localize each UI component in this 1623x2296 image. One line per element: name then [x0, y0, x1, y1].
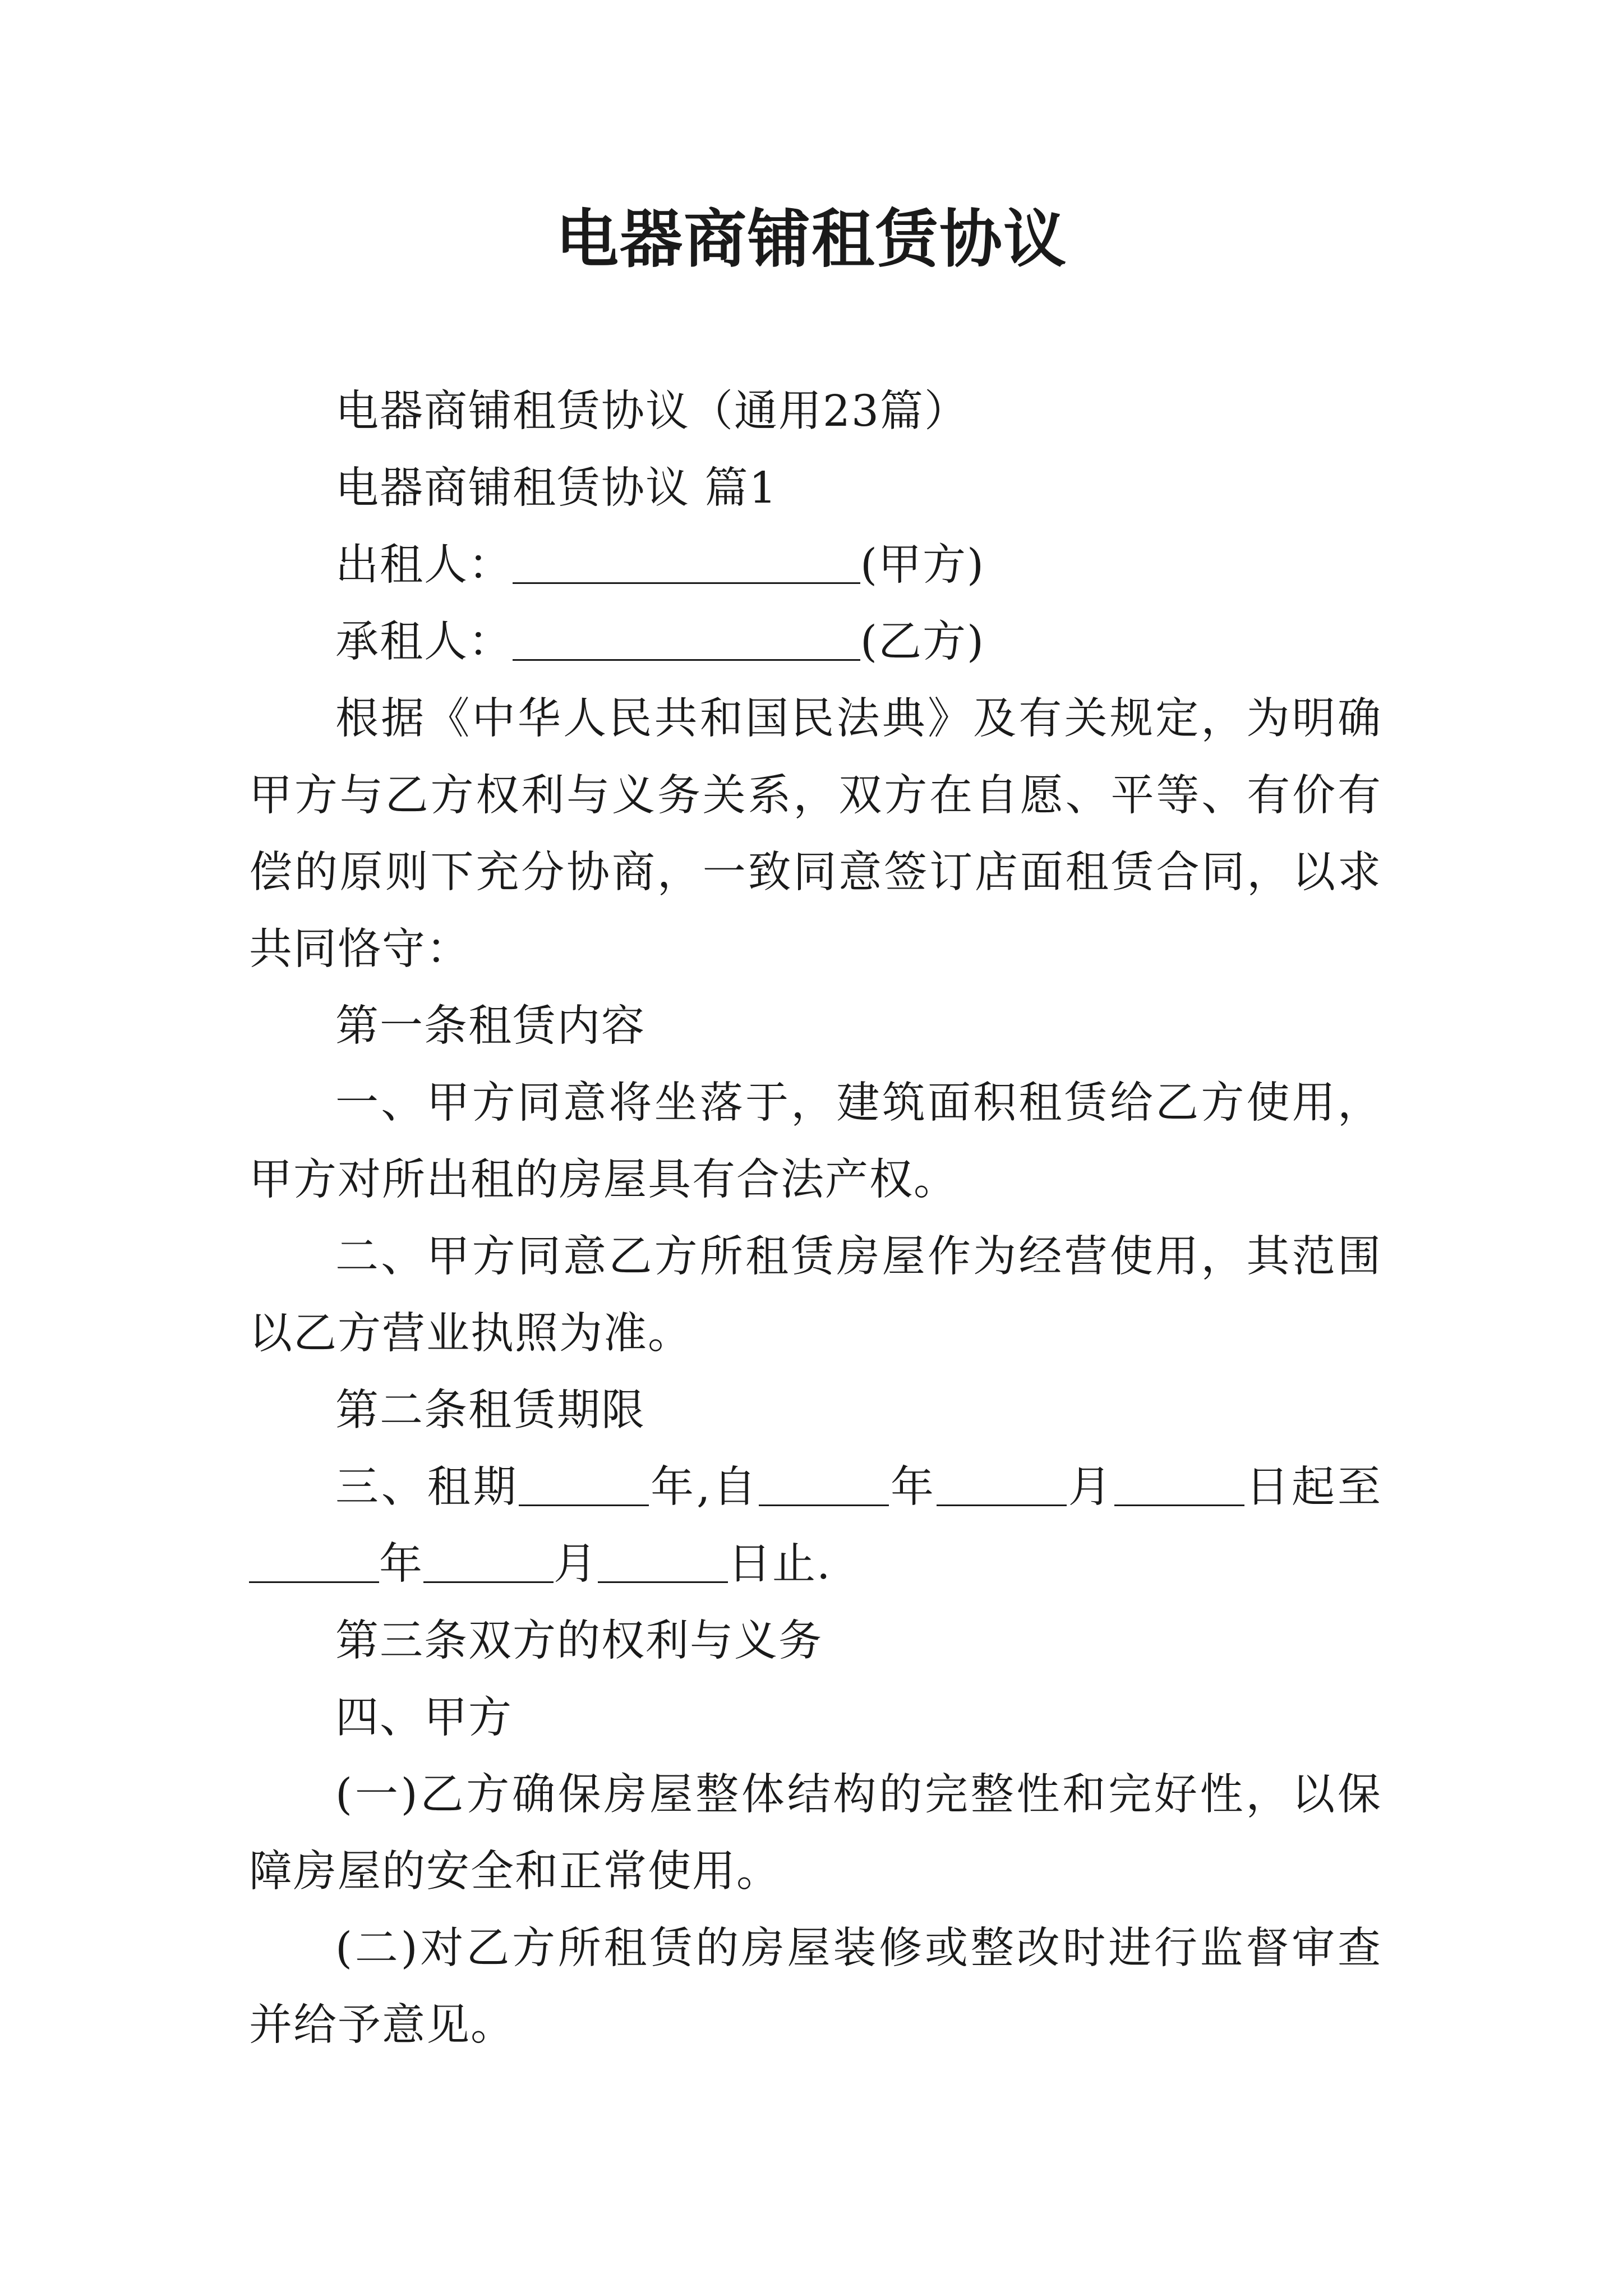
clause-3-day-start: 日起至 — [1244, 1462, 1382, 1512]
lease-years-blank — [519, 1460, 649, 1506]
intro-paragraph: 根据《中华人民共和国民法典》及有关规定，为明确甲方与乙方权利与义务关系，双方在自愿、平等、有价有偿的原则下充分协商，一致同意签订店面租赁合同，以求共同恪守： — [249, 694, 1382, 974]
clause-3 — [249, 1449, 1382, 1603]
start-month-blank — [937, 1460, 1067, 1506]
lessor-line — [249, 527, 1382, 604]
subtitle: 电器商铺租赁协议（通用23篇） — [335, 386, 969, 436]
clause-3-month: 月 — [1066, 1462, 1114, 1512]
lessee-line — [249, 604, 1382, 680]
clause-1: 一、甲方同意将坐落于，建筑面积租赁给乙方使用，甲方对所出租的房屋具有合法产权。 — [249, 1078, 1382, 1205]
end-month-blank — [423, 1536, 554, 1583]
lessee-blank — [513, 614, 860, 661]
item-1: (一)乙方确保房屋整体结构的完整性和完好性，以保障房屋的安全和正常使用。 — [249, 1770, 1382, 1897]
clause-4-heading: 四、甲方 — [335, 1693, 513, 1743]
document-title: 电器商铺租赁协议 — [556, 203, 1067, 276]
clause-3-end-month: 月 — [554, 1539, 598, 1589]
end-year-blank — [249, 1536, 379, 1583]
clause-2: 二、甲方同意乙方所租赁房屋作为经营使用，其范围以乙方营业执照为准。 — [249, 1232, 1382, 1359]
lessee-suffix: (乙方) — [860, 617, 985, 667]
lessee-label: 承租人： — [335, 617, 513, 667]
article-1-heading: 第一条租赁内容 — [335, 1001, 645, 1051]
clause-3-year: 年 — [889, 1462, 937, 1512]
clause-3-day-end: 日止. — [728, 1539, 832, 1589]
document-body — [249, 373, 1382, 2064]
clause-3-year-from: 年,自 — [649, 1462, 759, 1512]
clause-3-prefix: 三、租期 — [335, 1462, 519, 1512]
lessor-label: 出租人： — [335, 540, 513, 590]
item-2: (二)对乙方所租赁的房屋装修或整改时进行监督审查并给予意见。 — [249, 1924, 1382, 2050]
clause-3-end-year: 年 — [379, 1539, 423, 1589]
article-3-heading: 第三条双方的权利与义务 — [335, 1616, 823, 1666]
start-day-blank — [1114, 1460, 1244, 1506]
section-heading: 电器商铺租赁协议 篇1 — [335, 463, 778, 513]
end-day-blank — [598, 1536, 728, 1583]
lessor-blank — [513, 537, 860, 584]
start-year-blank — [759, 1460, 889, 1506]
lessor-suffix: (甲方) — [860, 540, 985, 590]
article-2-heading: 第二条租赁期限 — [335, 1386, 645, 1435]
